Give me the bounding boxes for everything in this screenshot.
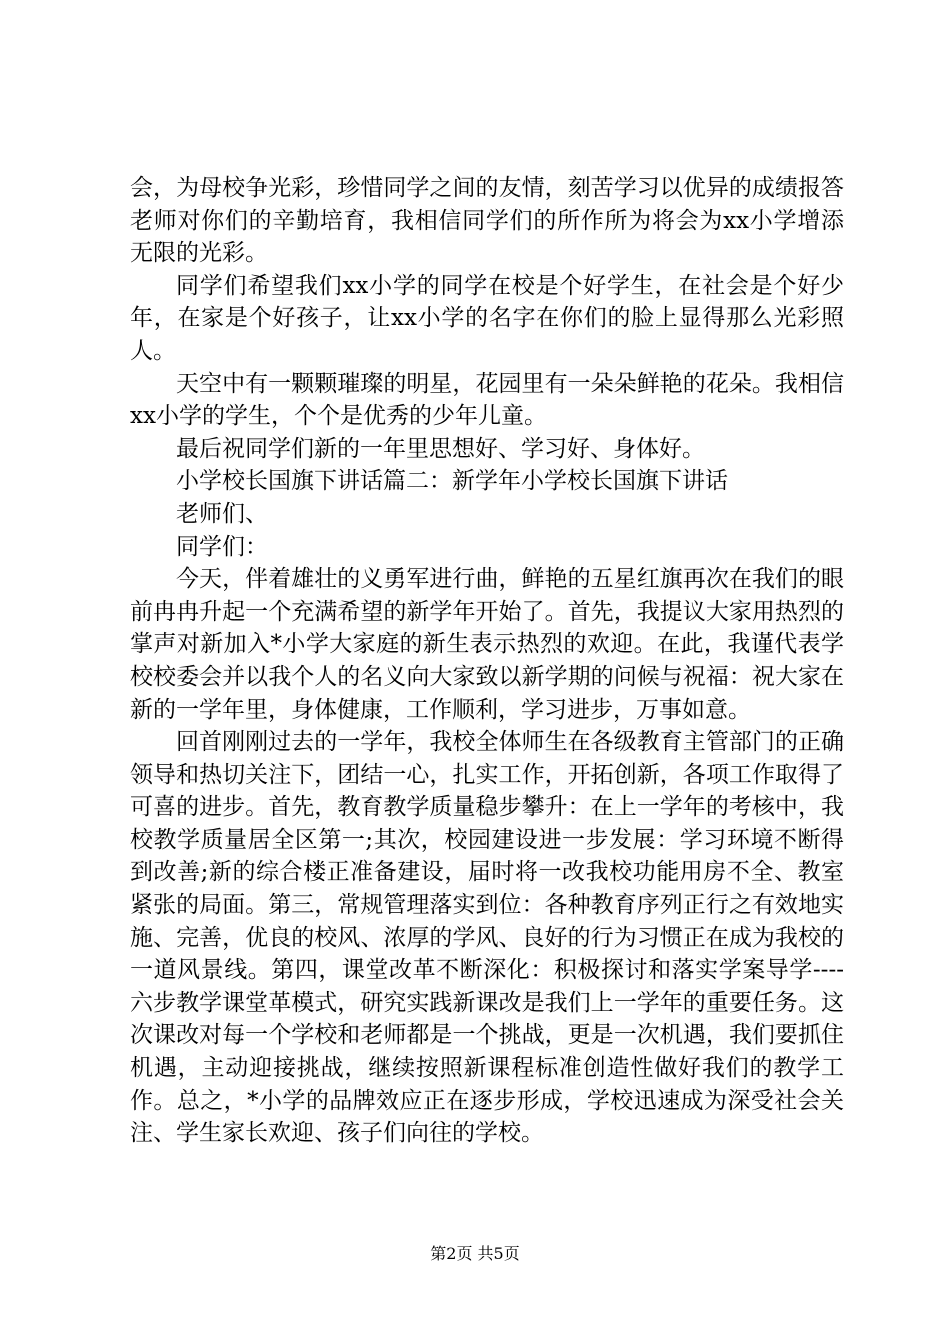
paragraph: 同学们希望我们xx小学的同学在校是个好学生，在社会是个好少年，在家是个好孩子，让xx小学的名字在你们的脸上显得那么光彩照人。	[130, 272, 844, 364]
paragraph: 天空中有一颗颗璀璨的明星，花园里有一朵朵鲜艳的花朵。我相信xx小学的学生，个个是优秀的少年儿童。	[130, 370, 844, 430]
paragraph: 今天，伴着雄壮的义勇军进行曲，鲜艳的五星红旗再次在我们的眼前冉冉升起一个充满希望的新学年开始了。首先，我提议大家用热烈的掌声对新加入*小学大家庭的新生表示热烈的欢迎。在此，我谨代表学校校委会并以我个人的名义向大家致以新学期的问候与祝福：祝大家在新的一学年里，身体健康，工作顺利，学习进步，万事如意。	[130, 566, 844, 723]
salutation: 老师们、	[176, 500, 268, 527]
salutation: 同学们：	[176, 533, 268, 560]
paragraph: 回首刚刚过去的一学年，我校全体师生在各级教育主管部门的正确领导和热切关注下，团结一心，扎实工作，开拓创新，各项工作取得了可喜的进步。首先，教育教学质量稳步攀升：在上一学年的考核中，我校教学质量居全区第一;其次，校园建设进一步发展：学习环境不断得到改善;新的综合楼正准备建设，届时将一改我校功能用房不全、教室紧张的局面。第三，常规管理落实到位：各种教育序列正行之有效地实施、完善，优良的校风、浓厚的学风、良好的行为习惯正在成为我校的一道风景线。第四，课堂改革不断深化：积极探讨和落实学案导学----六步教学课堂革模式，研究实践新课改是我们上一学年的重要任务。这次课改对每一个学校和老师都是一个挑战，更是一次机遇，我们要抓住机遇，主动迎接挑战，继续按照新课程标准创造性做好我们的教学工作。总之，*小学的品牌效应正在逐步形成，学校迅速成为深受社会关注、学生家长欢迎、孩子们向往的学校。	[130, 729, 844, 1147]
document-body	[130, 172, 844, 1150]
paragraph-continuation: 会，为母校争光彩，珍惜同学之间的友情，刻苦学习以优异的成绩报答老师对你们的辛勤培育，我相信同学们的所作所为将会为xx小学增添无限的光彩。	[130, 175, 844, 267]
page-footer	[0, 1244, 950, 1264]
section-heading: 小学校长国旗下讲话篇二：新学年小学校长国旗下讲话	[176, 468, 728, 495]
page-number: 第2页 共5页	[430, 1244, 520, 1263]
paragraph: 最后祝同学们新的一年里思想好、学习好、身体好。	[176, 435, 705, 462]
